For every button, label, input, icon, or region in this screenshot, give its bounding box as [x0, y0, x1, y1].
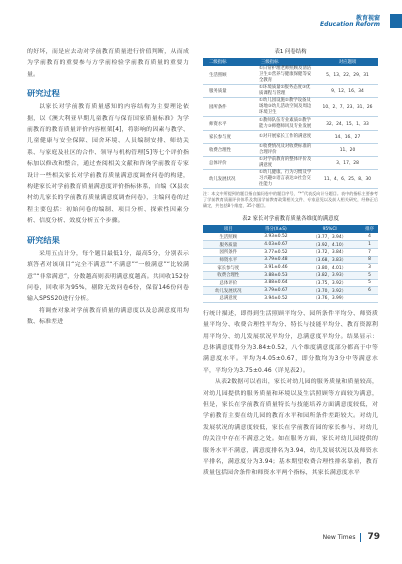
table-cell: 收费合理性 [203, 271, 254, 279]
table-cell: 14、16、27 [317, 131, 378, 144]
table-cell: 5 [361, 279, 378, 287]
paragraph-scoring: 采用五点计分，每个题目最低1分，最高5分，分别表示填答者对该项目“完全不满意”“不满意”“一般满意”“比较满意”“非常满意”，分数越高则表明满意度越高。共回收152份问卷，回收率为95%，剔除无效问卷6份，保留146份问卷输入SPSS20进行分析。 [27, 250, 189, 303]
table-cell: 师资水平 [203, 117, 255, 131]
table-cell: 32、24、15、1、33 [317, 117, 378, 131]
table-cell: 3.88±0.53 [254, 271, 299, 279]
right-column [203, 47, 378, 480]
table-cell: ①对学前教育的整体评价及满意度 [255, 157, 317, 170]
table-cell: ①收费情况及对收费标准的合理评价 [255, 144, 317, 157]
table-cell: 3.77±0.52 [254, 248, 299, 256]
table2-header: 项目 [203, 225, 254, 233]
table-cell: 6 [361, 287, 378, 295]
table-cell: （3.68，3.83） [298, 256, 361, 264]
table-cell: 3.93±0.52 [254, 233, 299, 241]
table-cell: ①日常护理老师照顾及清洁卫生②营养与健康保健等安全教育 [255, 66, 317, 85]
table-cell: 生活照顾 [203, 233, 254, 241]
table-cell: 师资水平 [203, 256, 254, 264]
table-row [203, 256, 378, 264]
table-row [203, 170, 378, 189]
table-cell: （3.70，3.92） [298, 287, 361, 295]
section-header [290, 13, 380, 35]
table-cell: 收费合理性 [203, 144, 255, 157]
table-cell: 3.94±0.52 [254, 295, 299, 303]
table-cell: （3.92，4.10） [298, 241, 361, 249]
table-row [203, 66, 378, 85]
satisfaction-table [203, 225, 378, 303]
table-cell: 园所条件 [203, 248, 254, 256]
page-number: 79 [367, 532, 380, 542]
table-cell: ①对开展家长工作的满意度 [255, 131, 317, 144]
table-cell: 3.79±0.48 [254, 256, 299, 264]
table-cell: （3.80，4.01） [298, 264, 361, 272]
table-row [203, 271, 378, 279]
table-cell: 3.88±0.64 [254, 279, 299, 287]
table-cell: 5、13、22、29、31 [317, 66, 378, 85]
table1-note: 注：本文中所提到的题目指自编问卷中的题目序号，“*”代表反向计分题目。表中的指标主要参考了学前教育质量评价体系及我国学前教育政策相关文件、专家意见以及前人相关研究，经修正后确定，共包括8个维度、35个题目。 [203, 191, 378, 208]
table-cell: 4.03±0.67 [254, 241, 299, 249]
table-cell: 总体评价 [203, 279, 254, 287]
table-cell: 5 [361, 271, 378, 279]
table-cell: 9、12、16、34 [317, 85, 378, 98]
table-cell: 家长参与度 [203, 264, 254, 272]
table1-header: 三级指标 [255, 58, 317, 66]
table-cell: 服务质量 [203, 85, 255, 98]
table2-header: 得分(X±S) [254, 225, 299, 233]
footer-divider [360, 533, 361, 542]
table-cell: 生活照顾 [203, 66, 255, 85]
table-cell: （3.75，3.92） [298, 279, 361, 287]
header-accent-bar [390, 14, 402, 28]
table-cell: 4 [361, 233, 378, 241]
questionnaire-structure-table [203, 58, 378, 189]
table-row [203, 287, 378, 295]
table-cell: 总满意度 [203, 295, 254, 303]
table-cell: 幼儿发展状况 [203, 287, 254, 295]
table-cell: 11、4、6、25、8、30 [317, 170, 378, 189]
table-cell [361, 295, 378, 303]
paragraph-statistics: 行统计描述，即得到生活照顾平均分、园所条件平均分、师资质量平均分、收费合理性平均分、特长与技能平均分、教育资源利用平均分、幼儿发展状况平均分，总满意度平均分。结果显示：总体满意度得分为3.84±0.52，八个维度满意度部分都高于中等满意度水平。平均为4.05±0.67，即分数均为3分中等满意水平，平均分为3.75±0.46（详见表2）。 [203, 310, 378, 374]
table-cell: 总体评价 [203, 157, 255, 170]
table-cell: ①幼儿园设施②教学设备及场地③幼儿活动空间及周边环境卫生 [255, 98, 317, 117]
table1-header: 对应题项 [317, 58, 378, 66]
table-cell: 园所条件 [203, 98, 255, 117]
table-row [203, 233, 378, 241]
table-cell: （3.82，3.93） [298, 271, 361, 279]
table-cell: 7 [361, 248, 378, 256]
paragraph-process: 以家长对学前教育质量感知的内容结构为主要理论依据，以《澳大利亚早期儿童教育与保育国家质量标准》为学前教育的教育质量评价内容框架[4]，将影响的因素与教学、儿童健康与安全保障、园舍环境、人员编制安排、师幼关系、与家庭及社区的合作、领导与机构管理[5]等七个评价指标加以修改和整合，通过查阅相关文献和咨询学前教育专家设计一些相关家长对学前教育质量满意度调查问卷的构建，构建家长对学前教育质量满意度评价指标体系，自编《X县农村幼儿家长的学前教育质量满意度调查问卷》，主编问卷的过程主要包括：初始问卷的编制、项目分析、探索性因素分析、信度分析、效度分析五个步骤。 [27, 104, 189, 225]
table2-caption: 表2 家长对学前教育质量各维度的满意度 [242, 216, 339, 222]
table-row [203, 144, 378, 157]
table2-header: 排序 [361, 225, 378, 233]
left-column [27, 47, 189, 329]
table-cell: 10、2、7、23、31、26 [317, 98, 378, 117]
table-cell: 1 [361, 241, 378, 249]
table-cell: 幼儿发展状况 [203, 170, 255, 189]
table-cell: 3、17、28 [317, 157, 378, 170]
table-cell: 家长参与度 [203, 131, 255, 144]
table-row [203, 264, 378, 272]
paragraph-analysis: 将调查对象对学前教育质量的满意度以及总满意度用均数、标准差进 [27, 307, 189, 326]
table-row [203, 131, 378, 144]
table-cell: （3.76，3.99） [298, 295, 361, 303]
page-footer [323, 532, 380, 542]
table-row [203, 85, 378, 98]
table-cell: 11、20 [317, 144, 378, 157]
heading-research-results: 研究结果 [27, 234, 60, 245]
table-cell: ①幼儿健康、行为习惯及学习兴趣②语言表达③社会交往能力 [255, 170, 317, 189]
table-cell: 8 [361, 256, 378, 264]
table-cell: 3 [361, 264, 378, 272]
table-cell: ①教师队伍专业素质②教学能力③师德师风及专业发展 [255, 117, 317, 131]
table-cell: （3.77，3.94） [298, 233, 361, 241]
table-row [203, 248, 378, 256]
section-title-en: Education Reform [319, 21, 380, 28]
journal-name: New Times [322, 534, 356, 541]
table-row [203, 279, 378, 287]
table2-header: 95%CI [298, 225, 361, 233]
paragraph-discussion: 从表2数据可以看出，家长对幼儿园的服务质量和质量较高，对幼儿园提供的服务质量和环境以及生活照顾等方面较为满意，但是，家长在学前教育质量特长与技能培养方面满意度较低，对学前教育主要在幼儿园的教育水平和园所条件差距较大。对幼儿发展状况的满意度较低，家长在学前教育园的家长参与、对幼儿的关注中存在不满意之处。如在服务方面，家长对幼儿园提供的服务水平不满意，满意度排名为3.94，幼儿发展状况以及师资水平排名，满意度分为3.94；基本期望收费合理性排名靠前，教育质量包括园舍条件和师资水平两个指标，其家长满意度水平 [203, 379, 378, 477]
table-row [203, 295, 378, 303]
table-cell: 3.91±0.46 [254, 264, 299, 272]
table-cell: ①环境质量②服务态度③优质课程与管理 [255, 85, 317, 98]
table-row [203, 98, 378, 117]
table-cell: （3.72，3.84） [298, 248, 361, 256]
table-cell: 服务质量 [203, 241, 254, 249]
table-cell: 3.79±0.67 [254, 287, 299, 295]
table1-caption: 表1 问卷结构 [274, 49, 307, 55]
table-row [203, 157, 378, 170]
heading-research-process: 研究过程 [27, 88, 60, 99]
section-title-cn: 教育视窗 [355, 15, 380, 22]
table1-header: 二级指标 [203, 58, 255, 66]
paragraph-intro: 的好坏，而是应去动对学前教育质量进行价值判断，从而成为学前教育的重要参与方学前检验学前教育质量的重要力量。 [27, 49, 189, 78]
table-row [203, 241, 378, 249]
table-row [203, 117, 378, 131]
